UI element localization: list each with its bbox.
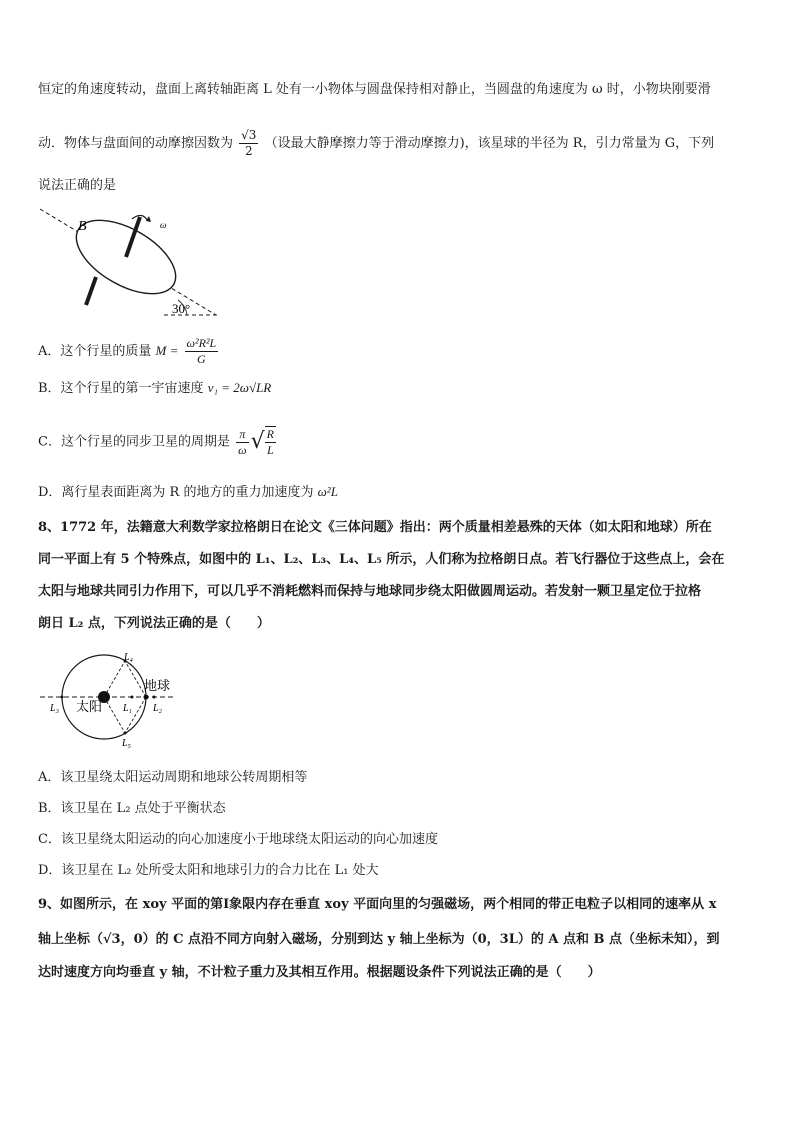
q8-line-4: 朗日 L₂ 点，下列说法正确的是（ ） (38, 616, 270, 631)
rotating-disc-figure (36, 205, 226, 325)
q7-line-3: 说法正确的是 (38, 178, 117, 193)
q7-line-1: 恒定的角速度转动，盘面上离转轴距离 L 处有一小物体与圆盘保持相对静止，当圆盘的角速度为 ω 时，小物块刚要滑 (38, 82, 711, 97)
q9-line-2: 轴上坐标（√3，0）的 C 点沿不同方向射入磁场，分别到达 y 轴上坐标为（0，3L）的 A 点和 B 点（坐标未知），到 (38, 932, 720, 947)
q7-line-2-b: （设最大静摩擦力等于滑动摩擦力)，该星球的半径为 R，引力常量为 G，下列 (264, 136, 715, 151)
q8-option-a: A．该卫星绕太阳运动周期和地球公转周期相等 (38, 770, 308, 785)
q7-option-c: C．这个行星的同步卫星的周期是 $\frac{\pi}{\omega}$ √ $\frac{R}{L}$ (38, 426, 274, 457)
angle-label: 30° (172, 301, 191, 316)
q7-option-b (38, 378, 271, 399)
l2-label: L₂ (153, 703, 163, 714)
mu-fraction (239, 128, 258, 159)
l5-point (124, 732, 127, 735)
q9-line-1: 9、如图所示，在 xoy 平面的第Ⅰ象限内存在垂直 xoy 平面向里的匀强磁场，两个相同的带正电粒子以相同的速率从 x (38, 897, 717, 912)
q7-option-c-text: C．这个行星的同步卫星的周期是 (38, 434, 230, 450)
q7-option-c-fraction (236, 427, 248, 458)
q9-line-3: 达时速度方向均垂直 y 轴，不计粒子重力及其相互作用。根据题设条件下列说法正确的是（ ） (38, 965, 601, 980)
sun-l4-dashed (104, 661, 125, 697)
q7-option-d-text: D．离行星表面距离为 R 的地方的重力加速度为 (38, 485, 314, 500)
q7-option-c-radical (265, 426, 276, 458)
earth-label: 地球 (144, 678, 171, 693)
earth-l4-dashed (125, 661, 146, 697)
q7-option-a-numerator: ω²R²L (186, 336, 217, 350)
q7-option-c-radical-numerator: R (266, 427, 274, 441)
q8-option-c: C．该卫星绕太阳运动的向心加速度小于地球绕太阳运动的向心加速度 (38, 832, 438, 847)
omega-label: ω (160, 220, 167, 230)
q7-line-2 (38, 128, 714, 159)
q7-option-c-denominator: ω (238, 442, 247, 457)
l1-label: L₁ (123, 703, 133, 714)
l5-label: L₅ (122, 738, 132, 749)
axle-lower (86, 277, 96, 305)
sun-l5-dashed (104, 697, 125, 733)
q8-option-d: D．该卫星在 L₂ 处所受太阳和地球引力的合力比在 L₁ 处大 (38, 863, 379, 878)
disc-label-b: B (78, 219, 87, 234)
l2-point (153, 696, 156, 699)
l4-label: L₄ (124, 652, 134, 663)
q7-option-a (38, 336, 220, 367)
l3-point (61, 696, 64, 699)
l1-point (131, 696, 134, 699)
q7-option-c-numerator: π (236, 427, 248, 443)
lagrange-figure (36, 648, 186, 753)
mu-denominator: 2 (244, 144, 253, 158)
q8-line-3: 太阳与地球共同引力作用下，可以几乎不消耗燃料而保持与地球同步绕太阳做圆周运动。若发射一颗卫星定位于拉格 (38, 584, 702, 599)
q7-option-a-denominator: G (197, 352, 206, 366)
q8-line-1: 8、1772 年，法籍意大利数学家拉格朗日在论文《三体问题》指出：两个质量相差悬殊的天体（如太阳和地球）所在 (38, 520, 712, 535)
q7-option-a-text: A．这个行星的质量 (38, 344, 152, 359)
q7-option-c-radical-denominator: L (266, 443, 274, 457)
q8-option-b: B．该卫星在 L₂ 点处于平衡状态 (38, 801, 226, 816)
l3-label: L₃ (50, 703, 60, 714)
sun-label: 太阳 (76, 699, 103, 714)
q7-option-a-lhs: M = (155, 343, 179, 358)
earth-icon (144, 695, 149, 700)
q7-option-d-math: ω²L (317, 484, 338, 499)
q7-option-a-fraction (185, 336, 219, 367)
q7-line-2-a: 动．物体与盘面间的动摩擦因数为 (38, 136, 234, 151)
q7-option-d (38, 482, 338, 503)
q8-line-2: 同一平面上有 5 个特殊点，如图中的 L₁、L₂、L₃、L₄、L₅ 所示，人们称为拉格朗日点。若飞行器位于这些点上，会在 (38, 552, 725, 567)
q7-option-b-math: v₁ = 2ω√LR (207, 380, 272, 395)
q7-option-b-text: B．这个行星的第一宇宙速度 (38, 381, 204, 396)
mu-numerator: √3 (241, 128, 257, 142)
